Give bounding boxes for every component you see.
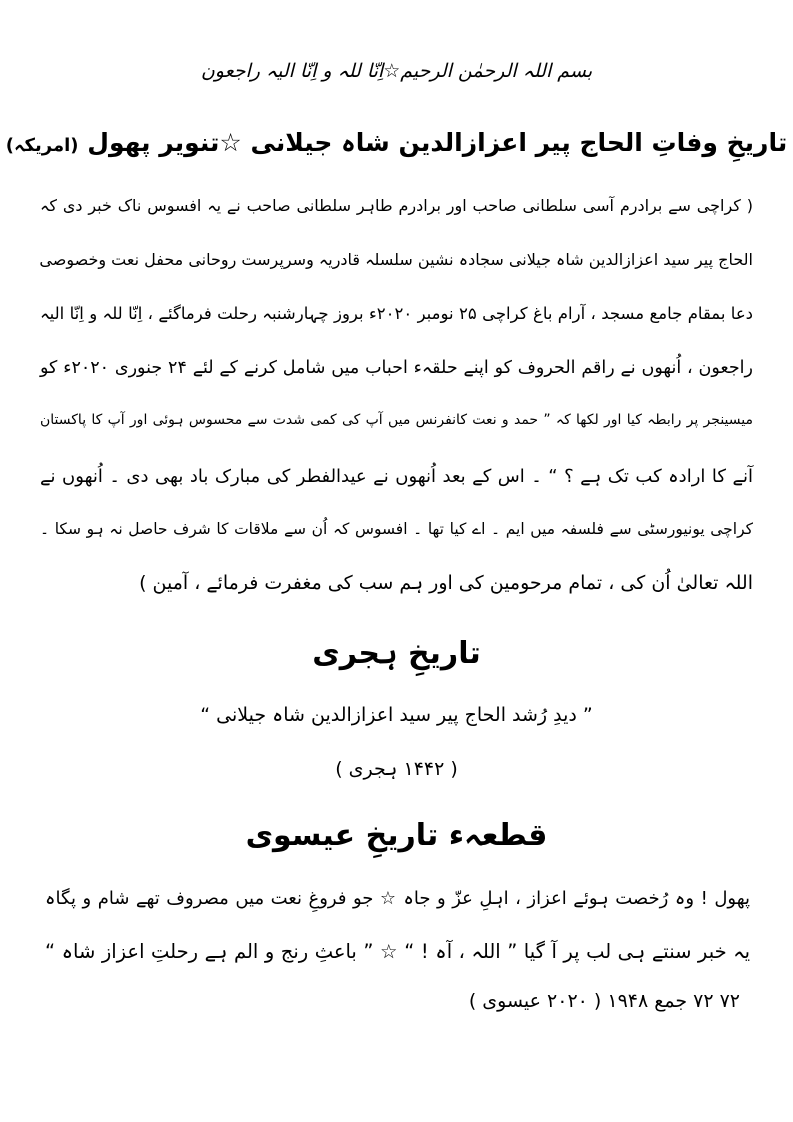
hijri-year: ( ۱۴۴۲ ہجری ) <box>335 758 458 780</box>
intro-line-5: میسینجر پر رابطہ کیا اور لکھا کہ ” حمد و نعت کانفرنس میں آپ کی کمی شدت سے محسوس ہوئی اور آپ کا پاکستان <box>40 412 753 428</box>
isvi-heading: قطعہء تاریخِ عیسوی <box>245 818 548 853</box>
verse-line-1: پھول ! وہ رُخصت ہوئے اعزاز ، اہلِ عزّ و جاہ ☆ جو فروغِ نعت میں مصروف تھے شام و پگاہ <box>45 888 750 909</box>
page-title <box>0 128 793 157</box>
hijri-heading: تاریخِ ہجری <box>312 636 481 671</box>
bismillah-line: بسم اللہ الرحمٰن الرحیم☆اِنّا للہ و اِنّا الیہ راجعون <box>200 60 593 82</box>
intro-line-3: دعا بمقام جامع مسجد ، آرام باغ کراچی ۲۵ نومبر ۲۰۲۰ء بروز چہارشنبہ رحلت فرماگئے ، اِنّا للہ و اِنّا الیہ <box>40 304 754 323</box>
dates-line: ۷۲ ۷۲ جمع ۱۹۴۸ ( ۲۰۲۰ عیسوی ) <box>468 990 740 1012</box>
intro-line-8: اللہ تعالیٰ اُن کی ، تمام مرحومین کی اور ہم سب کی مغفرت فرمائے ، آمین ) <box>139 572 753 594</box>
hijri-quote: ” دیدِ رُشد الحاج پیر سید اعزازالدین شاہ جیلانی “ <box>200 704 593 726</box>
intro-line-2: الحاج پیر سید اعزازالدین شاہ جیلانی سجادہ نشین سلسلہ قادریہ وسرپرست روحانی محفل نعت وخصوصی <box>39 250 753 269</box>
intro-line-1: ( کراچی سے برادرم آسی سلطانی صاحب اور برادرم طاہر سلطانی صاحب نے یہ افسوس ناک خبر دی کہ <box>40 196 753 215</box>
intro-line-7: کراچی یونیورسٹی سے فلسفہ میں ایم ۔ اے کیا تھا ۔ افسوس کہ اُن سے ملاقات کا شرف حاصل نہ ہو سکا ۔ <box>40 520 753 538</box>
intro-line-4: راجعون ، اُنھوں نے راقم الحروف کو اپنے حلقہء احباب میں شامل کرنے کے لئے ۲۴ جنوری ۲۰۲۰ء کو <box>40 358 754 378</box>
title-text: تاریخِ وفاتِ الحاج پیر اعزازالدین شاہ جیلانی ☆تنویر پھول <box>87 128 788 157</box>
verse-line-2: یہ خبر سنتے ہی لب پر آ گیا ” اللہ ، آہ ! “ ☆ ” باعثِ رنج و الم ہے رحلتِ اعزاز شاہ “ <box>45 940 750 963</box>
intro-line-6: آنے کا ارادہ کب تک ہے ؟ “ ۔ اس کے بعد اُنھوں نے عیدالفطر کی مبارک باد بھی دی ۔ اُنھوں نے <box>40 466 753 487</box>
title-suffix: (امریکہ) <box>5 135 79 156</box>
